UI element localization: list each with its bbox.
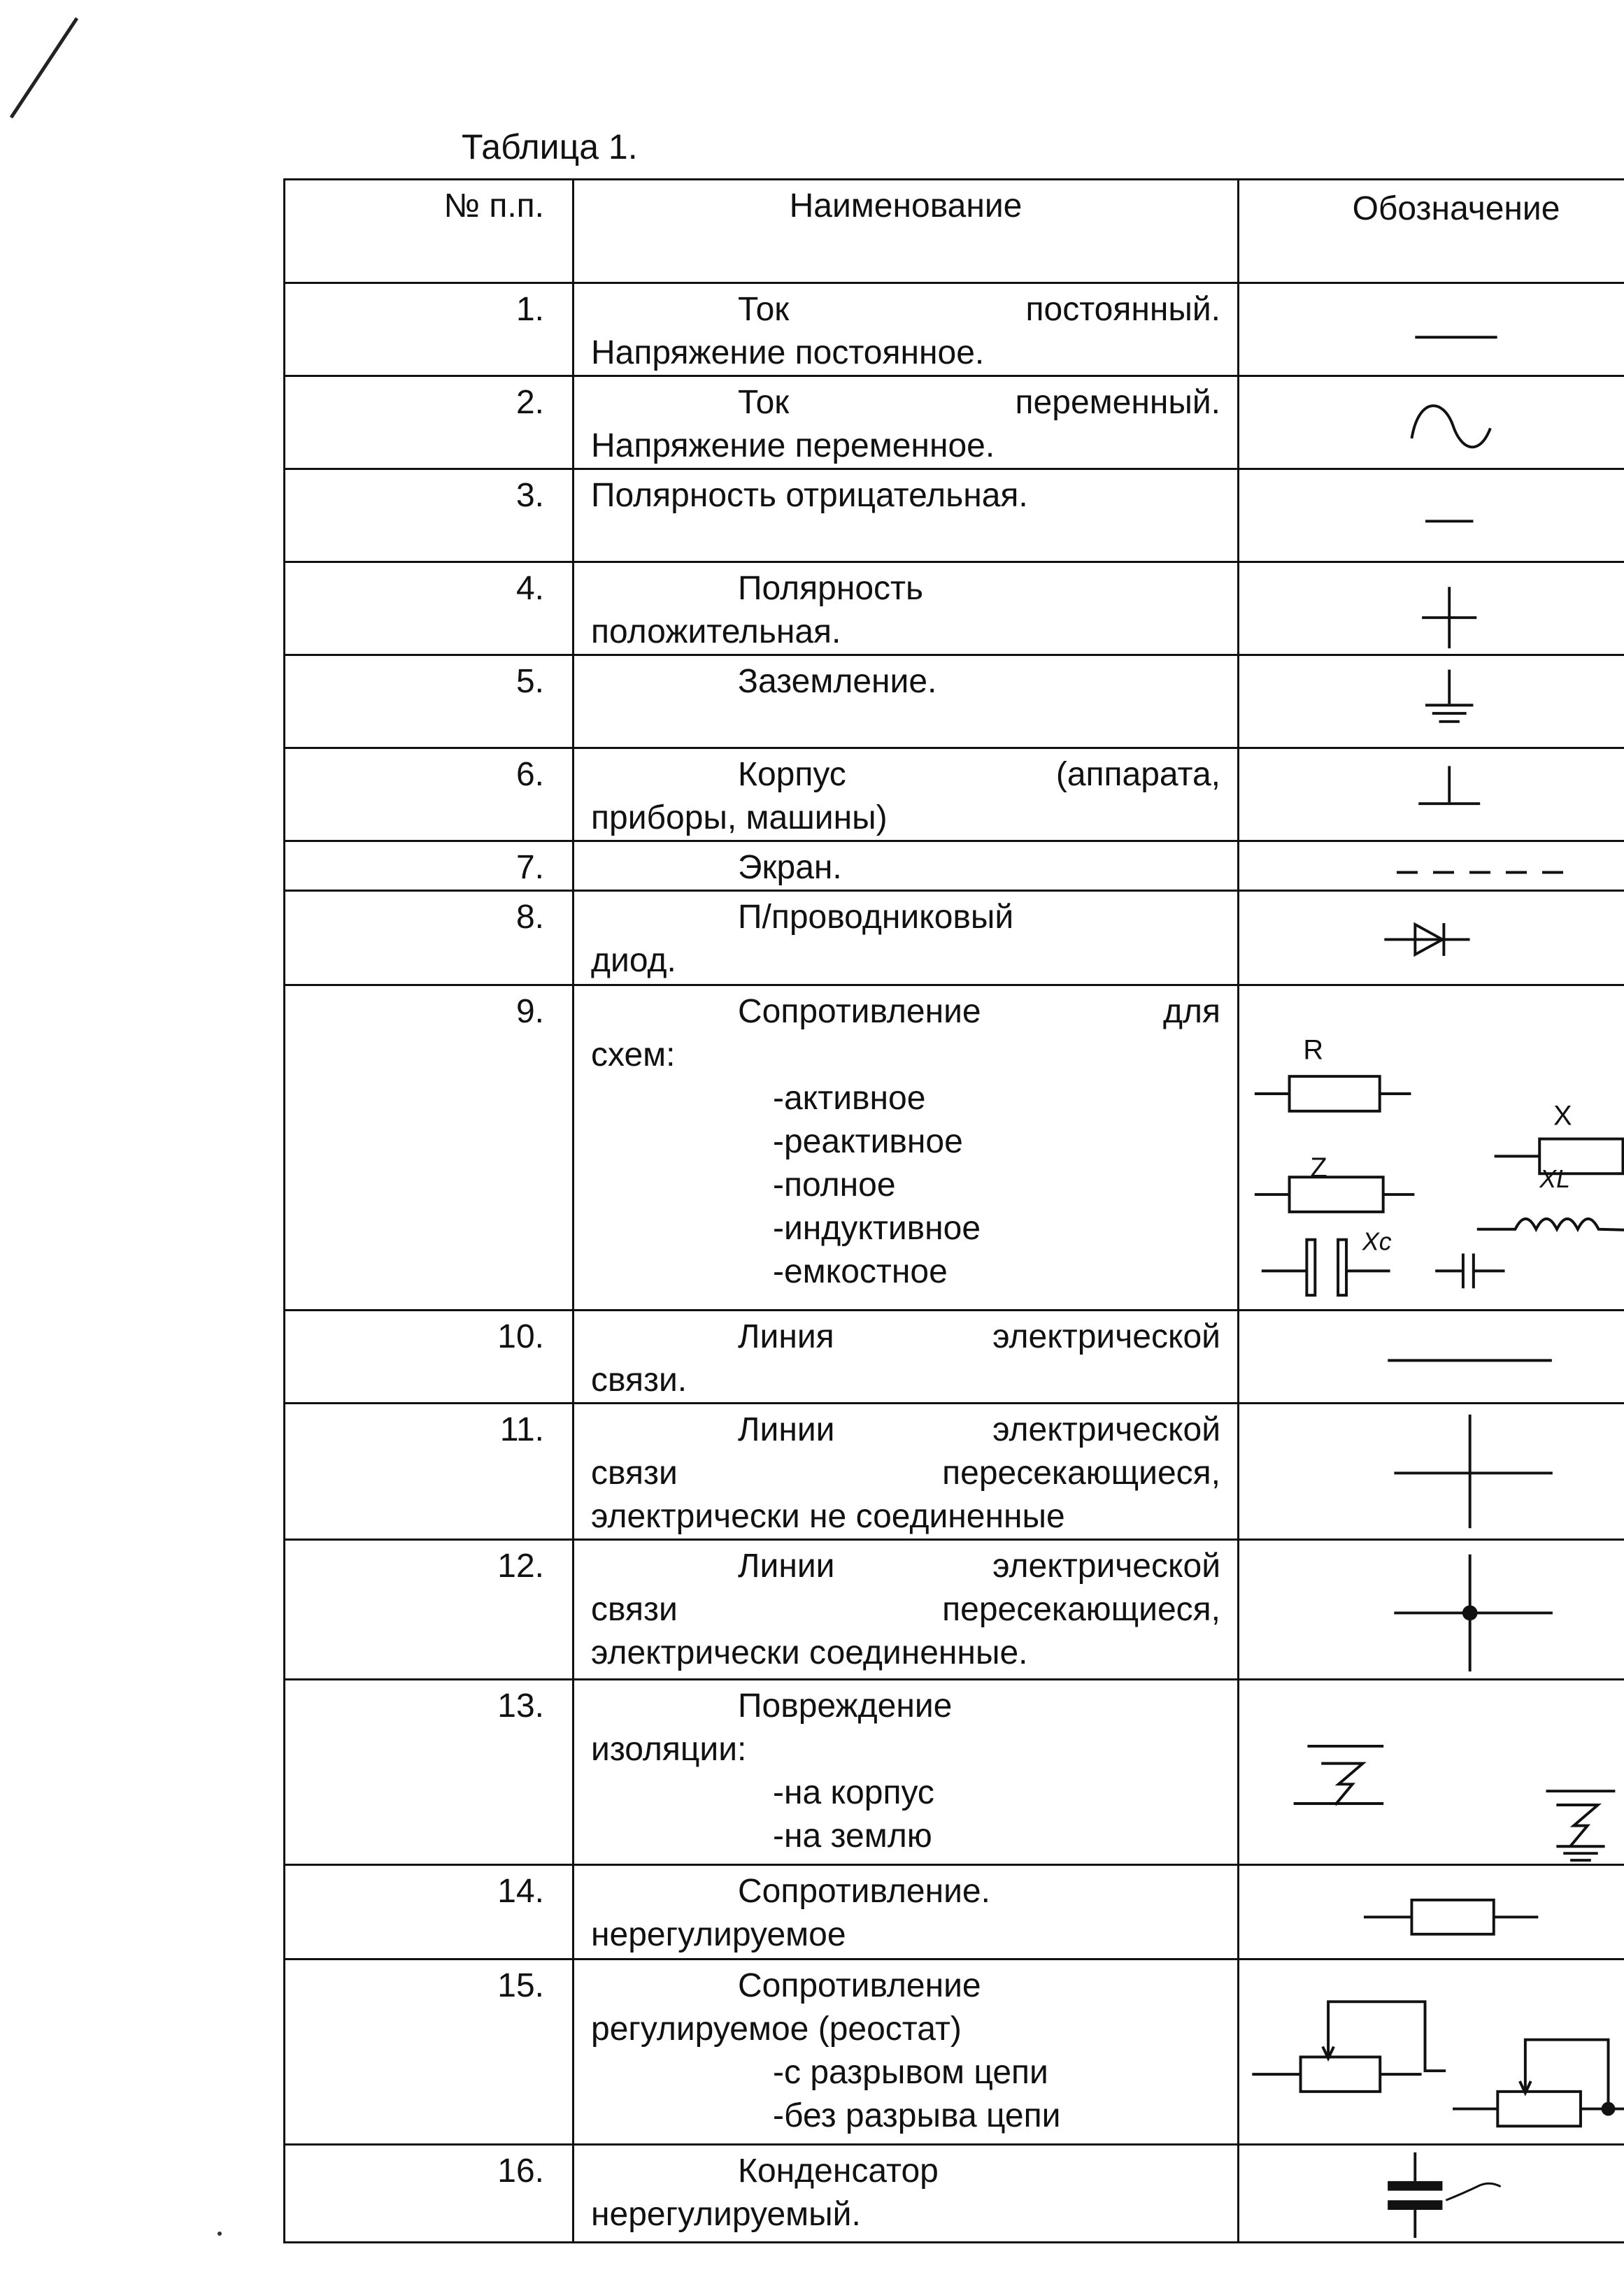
header-name: Наименование	[574, 180, 1239, 283]
label-xc: Xc	[1362, 1227, 1392, 1256]
resistances-icon	[1239, 986, 1624, 1309]
header-number: № п.п.	[285, 180, 574, 283]
name-line: регулируемое (реостат)	[591, 2011, 962, 2048]
table-row	[285, 985, 1624, 1311]
row-name	[574, 1540, 1239, 1680]
name-line: электрически не соединенные	[591, 1498, 1065, 1535]
crossing-unconnected-icon	[1239, 1404, 1624, 1539]
name-line: Полярность	[738, 570, 924, 607]
label-x: X	[1553, 1100, 1572, 1132]
name-line: -на корпус	[773, 1774, 934, 1811]
row-symbol	[1239, 283, 1624, 376]
row-symbol	[1239, 562, 1624, 655]
wire-icon	[1239, 1311, 1624, 1402]
name-line: Заземление.	[738, 663, 937, 700]
row-name	[574, 655, 1239, 748]
table-caption: Таблица 1.	[462, 127, 638, 166]
row-number: 10.	[285, 1311, 574, 1404]
name-line: нерегулируемый.	[591, 2196, 861, 2233]
row-number: 14.	[285, 1865, 574, 1960]
row-symbol	[1239, 655, 1624, 748]
row-symbol	[1239, 376, 1624, 469]
name-line: схем:	[591, 1036, 676, 1073]
table-row	[285, 891, 1624, 985]
name-line: -реактивное	[773, 1123, 963, 1160]
table-row	[285, 2145, 1624, 2243]
name-line: Сопротивление	[738, 1967, 981, 2004]
name-line: Линии электрической	[738, 1548, 1220, 1585]
row-name	[574, 748, 1239, 841]
label-z: Z	[1310, 1152, 1327, 1184]
row-name	[574, 841, 1239, 891]
name-line: -емкостное	[773, 1253, 948, 1290]
row-number: 6.	[285, 748, 574, 841]
table-header-row	[285, 180, 1624, 283]
table-row	[285, 1404, 1624, 1540]
row-number: 2.	[285, 376, 574, 469]
name-line: Повреждение	[738, 1687, 953, 1725]
row-number: 1.	[285, 283, 574, 376]
scan-speck	[217, 2231, 222, 2236]
table-row	[285, 469, 1624, 562]
row-name	[574, 1311, 1239, 1404]
row-symbol	[1239, 469, 1624, 562]
row-number: 3.	[285, 469, 574, 562]
name-line: положительная.	[591, 613, 841, 650]
table-row	[285, 748, 1624, 841]
row-number: 5.	[285, 655, 574, 748]
name-line: -с разрывом цепи	[773, 2054, 1048, 2091]
row-name	[574, 562, 1239, 655]
name-line: Конденсатор	[738, 2153, 939, 2190]
row-name	[574, 1404, 1239, 1540]
name-line: -индуктивное	[773, 1210, 981, 1247]
crossing-connected-icon	[1239, 1541, 1624, 1678]
table-row	[285, 1311, 1624, 1404]
name-line: Линия электрической	[738, 1318, 1220, 1355]
row-number: 8.	[285, 891, 574, 985]
name-line: связи пересекающиеся,	[591, 1455, 1220, 1492]
table-row	[285, 1540, 1624, 1680]
name-line: приборы, машины)	[591, 799, 888, 836]
row-name	[574, 1680, 1239, 1865]
table-row	[285, 376, 1624, 469]
row-number: 11.	[285, 1404, 574, 1540]
row-number: 12.	[285, 1540, 574, 1680]
row-number: 16.	[285, 2145, 574, 2243]
row-symbol	[1239, 985, 1624, 1311]
name-line: П/проводниковый	[738, 899, 1014, 936]
name-line: -на землю	[773, 1818, 932, 1855]
table-row	[285, 1960, 1624, 2145]
minus-icon	[1239, 470, 1624, 561]
name-line: электрически соединенные.	[591, 1634, 1028, 1671]
pen-stroke-mark	[7, 14, 91, 126]
row-symbol	[1239, 891, 1624, 985]
label-xl: XL	[1539, 1165, 1570, 1194]
capacitor-icon	[1239, 2146, 1624, 2241]
dc-line-icon	[1239, 284, 1624, 375]
row-symbol	[1239, 1540, 1624, 1680]
row-name	[574, 1960, 1239, 2145]
row-symbol	[1239, 748, 1624, 841]
name-line: Полярность отрицательная.	[591, 477, 1028, 514]
name-line: -без разрыва цепи	[773, 2097, 1061, 2134]
diode-icon	[1239, 892, 1624, 984]
row-name	[574, 376, 1239, 469]
row-name	[574, 469, 1239, 562]
row-number: 4.	[285, 562, 574, 655]
symbols-table	[283, 178, 1624, 2243]
name-line: Напряжение переменное.	[591, 427, 995, 464]
ac-sine-icon	[1239, 377, 1624, 468]
table-row	[285, 562, 1624, 655]
plus-icon	[1239, 563, 1624, 654]
name-line: изоляции:	[591, 1731, 747, 1768]
rheostat-icon	[1239, 1960, 1624, 2143]
table-row	[285, 283, 1624, 376]
row-number: 15.	[285, 1960, 574, 2145]
name-line: Корпус (аппарата,	[738, 756, 1220, 793]
screen-dashed-icon	[1239, 842, 1624, 890]
name-line: -полное	[773, 1166, 896, 1204]
row-symbol	[1239, 2145, 1624, 2243]
row-symbol	[1239, 1960, 1624, 2145]
table-row	[285, 1865, 1624, 1960]
table-row	[285, 655, 1624, 748]
name-line: Сопротивление для	[738, 993, 1220, 1030]
row-symbol	[1239, 1311, 1624, 1404]
name-line: нерегулируемое	[591, 1916, 846, 1953]
row-symbol	[1239, 1865, 1624, 1960]
row-name	[574, 2145, 1239, 2243]
row-number: 9.	[285, 985, 574, 1311]
name-line: связи.	[591, 1362, 688, 1399]
row-symbol	[1239, 1680, 1624, 1865]
name-line: Экран.	[738, 849, 842, 886]
name-line: связи пересекающиеся,	[591, 1591, 1220, 1628]
row-number: 13.	[285, 1680, 574, 1865]
table-row	[285, 1680, 1624, 1865]
name-line: Линии электрической	[738, 1411, 1220, 1448]
row-number: 7.	[285, 841, 574, 891]
name-line: -активное	[773, 1080, 926, 1117]
table-row	[285, 841, 1624, 891]
insulation-fault-icon	[1239, 1680, 1624, 1864]
row-symbol	[1239, 1404, 1624, 1540]
label-r: R	[1303, 1034, 1324, 1066]
name-line: Ток постоянный.	[738, 291, 1220, 328]
fixed-resistor-icon	[1239, 1866, 1624, 1958]
ground-icon	[1239, 656, 1624, 747]
name-line: Ток переменный.	[738, 384, 1220, 421]
name-line: диод.	[591, 942, 676, 979]
row-symbol	[1239, 841, 1624, 891]
header-symbol: Обозначение	[1239, 180, 1624, 283]
name-line: Напряжение постоянное.	[591, 334, 985, 371]
name-line: Сопротивление.	[738, 1873, 990, 1910]
row-name	[574, 985, 1239, 1311]
row-name	[574, 283, 1239, 376]
chassis-icon	[1239, 749, 1624, 840]
row-name	[574, 1865, 1239, 1960]
row-name	[574, 891, 1239, 985]
